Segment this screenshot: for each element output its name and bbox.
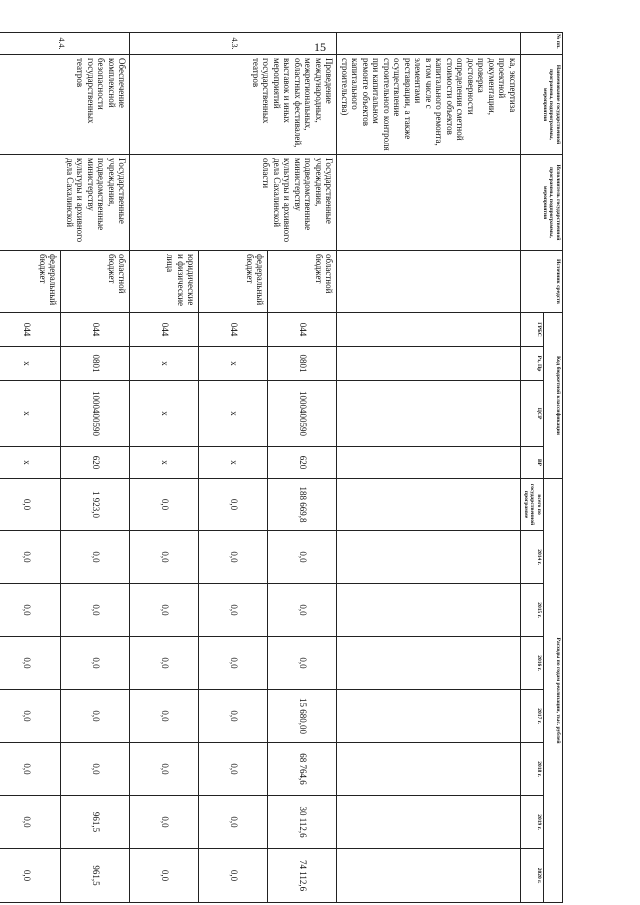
table-row xyxy=(61,33,130,903)
header-source: Источник средств xyxy=(521,251,563,313)
row-value-2017: 0,0 xyxy=(0,690,61,743)
row-value-2016 xyxy=(337,637,521,690)
row-value-2015: 0,0 xyxy=(199,584,268,637)
header-budget-code: Код бюджетной классификации xyxy=(544,313,563,479)
row-value-2018: 0,0 xyxy=(199,743,268,796)
row-num: 4.4. xyxy=(0,33,130,55)
rotated-table-page xyxy=(21,32,563,902)
row-vr: 620 xyxy=(61,447,130,479)
header-csr: ЦСР xyxy=(521,381,544,447)
row-csr: 1000400590 xyxy=(268,381,337,447)
row-value-2018: 68 764,6 xyxy=(268,743,337,796)
row-rzpr: х xyxy=(199,347,268,381)
row-executor: Государственные учреждения, подведомственные министерству культуры и архивного дела Сахалинской области xyxy=(130,155,337,251)
header-expenses: Расходы по годам реализации, тыс. рублей xyxy=(544,479,563,903)
row-value-2016: 0,0 xyxy=(199,637,268,690)
row-value-2017 xyxy=(337,690,521,743)
row-executor xyxy=(337,155,521,251)
row-value-2019: 0,0 xyxy=(0,796,61,849)
row-total: 188 669,8 xyxy=(268,479,337,531)
row-value-2016: 0,0 xyxy=(61,637,130,690)
row-value-2015 xyxy=(337,584,521,637)
table-row xyxy=(337,33,521,903)
row-total xyxy=(337,479,521,531)
table-row xyxy=(268,33,337,903)
row-source: областной бюджет xyxy=(61,251,130,313)
row-source xyxy=(337,251,521,313)
row-value-2020: 0,0 xyxy=(0,849,61,903)
row-rzpr: 0801 xyxy=(61,347,130,381)
row-grbs: 044 xyxy=(268,313,337,347)
row-source: федеральный бюджет xyxy=(0,251,61,313)
header-year-2016: 2016 г. xyxy=(521,637,544,690)
header-year-2017: 2017 г. xyxy=(521,690,544,743)
row-value-2016: 0,0 xyxy=(268,637,337,690)
header-executor: Исполнитель государственной программы, подпрограммы, мероприятия xyxy=(521,155,563,251)
row-rzpr xyxy=(337,347,521,381)
row-grbs: 044 xyxy=(130,313,199,347)
row-csr: х xyxy=(0,381,61,447)
row-rzpr: 0801 xyxy=(268,347,337,381)
row-value-2014: 0,0 xyxy=(130,531,199,584)
row-csr: х xyxy=(130,381,199,447)
header-year-2014: 2014 г. xyxy=(521,531,544,584)
page-number: 15 xyxy=(314,40,326,54)
row-total: 0,0 xyxy=(130,479,199,531)
row-value-2016: 0,0 xyxy=(0,637,61,690)
row-total: 0,0 xyxy=(199,479,268,531)
row-csr xyxy=(337,381,521,447)
row-value-2019: 0,0 xyxy=(199,796,268,849)
row-rzpr: х xyxy=(0,347,61,381)
header-num: № пп. xyxy=(521,33,563,55)
row-value-2020: 0,0 xyxy=(199,849,268,903)
header-year-2015: 2015 г. xyxy=(521,584,544,637)
row-value-2020: 0,0 xyxy=(130,849,199,903)
row-num: 4.3. xyxy=(130,33,337,55)
row-value-2015: 0,0 xyxy=(268,584,337,637)
row-value-2017: 15 680,00 xyxy=(268,690,337,743)
header-year-2018: 2018 г. xyxy=(521,743,544,796)
row-value-2015: 0,0 xyxy=(61,584,130,637)
header-total: всего по государственной программе xyxy=(521,479,544,531)
row-value-2015: 0,0 xyxy=(0,584,61,637)
row-value-2014: 0,0 xyxy=(199,531,268,584)
row-value-2018: 0,0 xyxy=(130,743,199,796)
row-value-2014: 0,0 xyxy=(0,531,61,584)
row-csr: х xyxy=(199,381,268,447)
header-grbs: ГРБС xyxy=(521,313,544,347)
row-value-2014: 0,0 xyxy=(268,531,337,584)
row-rzpr: х xyxy=(130,347,199,381)
row-value-2020: 74 112,6 xyxy=(268,849,337,903)
row-name: ка, экспертиза проектной документации, проверка достоверности определения сметной стоимости объектов капитального ремонта, в том числе с элементами реставрации, а также осуществление строительного контроля при капитальном ремонте объектов капитального строительства) xyxy=(337,55,521,155)
row-name: Проведение международных, межрегиональных, областных фестивалей, выставок и иных мероприятий государственных театров xyxy=(130,55,337,155)
row-value-2020: 961,5 xyxy=(61,849,130,903)
row-total: 1 923,0 xyxy=(61,479,130,531)
row-value-2017: 0,0 xyxy=(61,690,130,743)
header-year-2019: 2019 г. xyxy=(521,796,544,849)
row-value-2019 xyxy=(337,796,521,849)
header-year-2020: 2020 г. xyxy=(521,849,544,903)
row-value-2017: 0,0 xyxy=(130,690,199,743)
row-value-2019: 961,5 xyxy=(61,796,130,849)
header-vr: ВР xyxy=(521,447,544,479)
row-name: Обеспечение комплексной безопасности государственных театров xyxy=(0,55,130,155)
row-csr: 1000400590 xyxy=(61,381,130,447)
row-value-2016: 0,0 xyxy=(130,637,199,690)
header-name: Наименование государственной программы, подпрограммы, мероприятия xyxy=(521,55,563,155)
row-value-2019: 30 112,6 xyxy=(268,796,337,849)
row-value-2018: 0,0 xyxy=(61,743,130,796)
row-executor: Государственные учреждения, подведомственные министерству культуры и архивного дела Сахалинской xyxy=(0,155,130,251)
row-vr xyxy=(337,447,521,479)
header-rzpr: Рз, Пр xyxy=(521,347,544,381)
row-vr: х xyxy=(199,447,268,479)
row-grbs xyxy=(337,313,521,347)
row-value-2018 xyxy=(337,743,521,796)
header-row-top xyxy=(544,33,563,903)
row-value-2017: 0,0 xyxy=(199,690,268,743)
row-total: 0,0 xyxy=(0,479,61,531)
row-value-2019: 0,0 xyxy=(130,796,199,849)
budget-table xyxy=(0,32,563,903)
row-num xyxy=(337,33,521,55)
row-source: областной бюджет xyxy=(268,251,337,313)
row-value-2018: 0,0 xyxy=(0,743,61,796)
row-value-2014: 0,0 xyxy=(61,531,130,584)
row-vr: х xyxy=(0,447,61,479)
row-source: юридические и физические лица xyxy=(130,251,199,313)
row-vr: 620 xyxy=(268,447,337,479)
row-grbs: 044 xyxy=(0,313,61,347)
row-value-2015: 0,0 xyxy=(130,584,199,637)
row-value-2020 xyxy=(337,849,521,903)
row-grbs: 044 xyxy=(61,313,130,347)
row-grbs: 044 xyxy=(199,313,268,347)
row-vr: х xyxy=(130,447,199,479)
row-source: федеральный бюджет xyxy=(199,251,268,313)
row-value-2014 xyxy=(337,531,521,584)
